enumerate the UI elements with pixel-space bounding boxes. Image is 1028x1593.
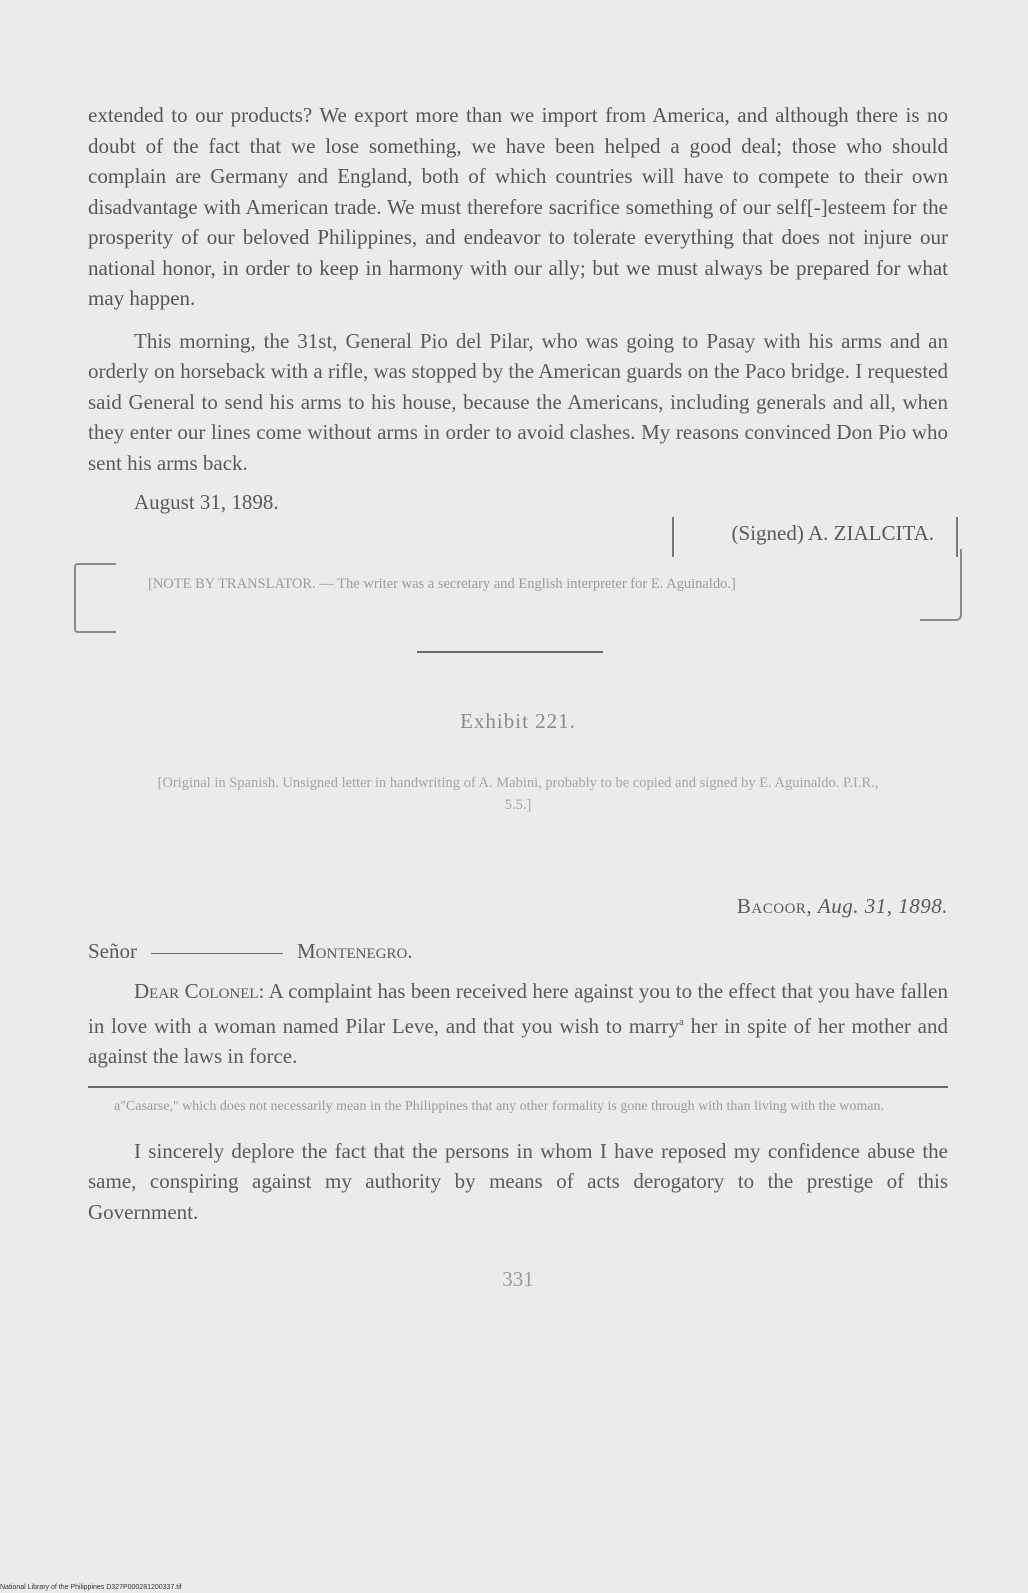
dear-colonel-salutation: Dear Colonel: xyxy=(134,979,265,1003)
date: Aug. 31, 1898. xyxy=(817,894,948,918)
translator-note-block xyxy=(88,573,948,595)
page-number: 331 xyxy=(502,1267,534,1291)
footnote-mark: a xyxy=(678,1015,684,1028)
exhibit-title: Exhibit 221. xyxy=(460,709,576,733)
complaint-text-after: her in spite of her mother and against the laws in force. xyxy=(88,1013,948,1068)
section-separator xyxy=(417,651,603,653)
signature: (Signed) A. ZIALCITA. xyxy=(731,521,934,545)
credit-line: National Library of the Philippines D327P000281200337.tif xyxy=(0,1584,182,1591)
place: Bacoor, xyxy=(736,894,813,918)
note-bracket-left xyxy=(74,563,116,633)
addressee-name: Montenegro. xyxy=(297,939,413,963)
addressee-blank-dash xyxy=(151,953,283,954)
original-note: [Original in Spanish. Unsigned letter in handwriting of A. Mabini, probably to be copied and signed by E. Aguinaldo. P.I.R., 5.5.] xyxy=(157,775,879,813)
complaint-text: A complaint has been received here against you to the effect that you have fallen in love with a woman named Pilar Leve, and that you wish to marry xyxy=(88,979,948,1038)
paragraph-pio-del-pilar: This morning, the 31st, General Pio del Pilar, who was going to Pasay with his arms and an orderly on horseback with a rifle, was stopped by the American guards on the Paco bridge. I requested said General to send his arms to his house, because the Americans, including generals and all, when they enter our lines come without arms in order to avoid clashes. My reasons convinced Don Pio who sent his arms back. xyxy=(88,328,948,475)
document-page xyxy=(88,100,948,1292)
paragraph-trade: extended to our products? We export more than we import from America, and although there is no doubt of the fact that we lose something, we have been helped a good deal; those who should complain are Germany and England, both of which countries will have to compete to their own disadvantage with American trade. We must therefore sacrifice something of our self[-]esteem for the prosperity of our beloved Philippines, and endeavor to tolerate everything that does not injure our national honor, in order to keep in harmony with our ally; but we must always be prepared for what may happen. xyxy=(88,103,948,310)
paragraph-complaint xyxy=(88,976,948,1072)
letter-date: August 31, 1898. xyxy=(134,490,279,514)
place-date xyxy=(88,894,948,919)
paragraph-deplore: I sincerely deplore the fact that the persons in whom I have reposed my confidence abuse the same, conspiring against my authority by means of acts derogatory to the prestige of this Government. xyxy=(88,1138,948,1224)
addressee xyxy=(88,939,948,964)
note-bracket-right xyxy=(920,549,962,621)
signature-block xyxy=(88,517,948,559)
translator-note: [NOTE BY TRANSLATOR. — The writer was a secretary and English interpreter for E. Aguinaldo.] xyxy=(148,576,736,592)
addressee-salutation: Señor xyxy=(88,939,137,963)
footnote: a"Casarse," which does not necessarily mean in the Philippines that any other formality is gone through with than living with the woman. xyxy=(114,1098,884,1114)
footnote-rule xyxy=(88,1086,948,1088)
